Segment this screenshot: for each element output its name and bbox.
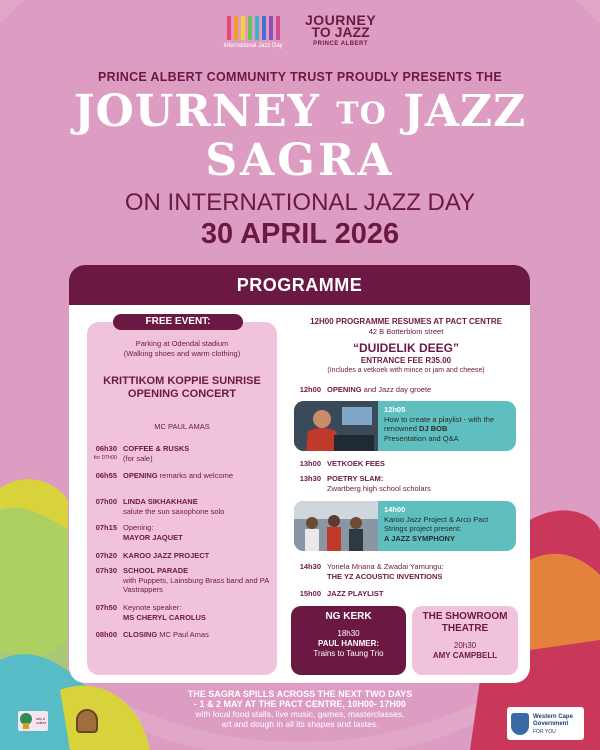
title-sagra: SAGRA: [205, 135, 395, 186]
wcg-for-you: FOR YOU: [533, 729, 556, 735]
schedule-row-yonela: [291, 562, 521, 581]
row-time: 06h55: [95, 471, 117, 480]
jtj-logo-line2: TO JAZZ: [311, 24, 370, 40]
playlist-desc: How to create a playlist - with the renowned DJ BOB: [384, 414, 495, 433]
jazz-day-bar: [255, 16, 259, 40]
fee-includes: (Includes a vetkoek with mince or jam and cheese): [327, 367, 485, 374]
row-time: 12h00: [299, 385, 321, 394]
international-jazz-day-logo: [218, 16, 288, 49]
resume-heading: 12H00 PROGRAMME RESUMES AT PACT CENTRE: [310, 317, 502, 326]
row-desc: CLOSING MC Paul Amas: [123, 630, 209, 639]
jazz-day-bar: [262, 16, 266, 40]
row-desc: JAZZ PLAYLIST: [327, 589, 384, 598]
ng-kerk-time: 18h30: [337, 629, 360, 638]
showroom-time: 20h30: [453, 641, 477, 650]
header-logos: [0, 14, 600, 62]
subtitle-jazz-day: ON INTERNATIONAL JAZZ DAY: [124, 189, 476, 216]
jazz-day-bar: [241, 16, 245, 40]
ng-kerk-desc: Trains to Taung Trio: [313, 649, 384, 658]
jazz-day-bar: [269, 16, 273, 40]
row-time: 07h00: [95, 497, 117, 506]
ng-kerk-title: NG KERK: [325, 611, 372, 622]
wcg-text: [533, 714, 573, 728]
wcg-crest-icon: [511, 713, 529, 735]
ng-kerk-box: [291, 606, 406, 675]
morning-schedule-row: [87, 471, 275, 481]
footer-line4: art and dough in all its shapes and tastes.: [221, 719, 379, 729]
symphony-box: [294, 501, 516, 551]
symphony-desc: Karoo Jazz Project & Arco Pact Strings project present:: [384, 514, 489, 533]
jazz-day-bars-icon: [218, 16, 288, 40]
showroom-theatre-box: [412, 606, 518, 675]
morning-mc: MC PAUL AMAS: [154, 422, 210, 431]
ng-kerk-artist: PAUL HANMER:: [317, 639, 380, 648]
jtj-logo-line1: JOURNEY: [305, 12, 377, 28]
row-time: 15h00: [299, 589, 321, 598]
title-word-jazz: JAZZ: [403, 86, 527, 137]
playlist-text: [384, 405, 512, 443]
morning-schedule-row: [87, 523, 275, 542]
parking-note: (Walking shoes and warm clothing): [123, 349, 241, 358]
footer-line2: - 1 & 2 MAY AT THE PACT CENTRE, 10H00- 17H00: [194, 699, 406, 709]
jazz-band-photo: [294, 501, 378, 551]
schedule-row-jazz-playlist: [291, 589, 521, 599]
row-time: 06h30 for 07h00: [87, 444, 123, 463]
row-desc: COFFEE & RUSKS (for sale): [123, 444, 190, 463]
dj-photo-image: [294, 401, 378, 451]
symphony-time: 14h00: [384, 505, 406, 514]
morning-schedule-row: [87, 566, 275, 595]
footer-line1: THE SAGRA SPILLS ACROSS THE NEXT TWO DAYS: [187, 689, 413, 699]
row-time: 07h20: [95, 551, 117, 560]
row-desc: POETRY SLAM: Zwartberg high school scholars: [327, 474, 431, 493]
title-word-to: TO: [336, 96, 387, 132]
sa-coat-of-arms-icon: [18, 711, 34, 731]
row-time: 13h30: [299, 474, 321, 483]
entrance-fee: ENTRANCE FEE R35.00: [360, 356, 452, 365]
presents-line: PRINCE ALBERT COMMUNITY TRUST PROUDLY PRESENTS THE: [98, 70, 502, 84]
row-time: 07h50: [95, 603, 117, 612]
event-date: 30 APRIL 2026: [200, 218, 400, 250]
showroom-title: THE SHOWROOM THEATRE: [422, 611, 508, 634]
journey-to-jazz-logo: [305, 14, 376, 50]
row-desc: Yonela Mnana & Zwadai Yamungu: THE YZ ACOUSTIC INVENTIONS: [327, 562, 444, 581]
morning-concert-title: KRITTIKOM KOPPIE SUNRISE OPENING CONCERT: [103, 375, 261, 400]
row-desc: Opening: MAYOR JAQUET: [123, 523, 183, 542]
row-desc: OPENING and Jazz day groete: [327, 385, 432, 394]
row-time: 08h00: [95, 630, 117, 639]
shape-orange-right: [530, 554, 600, 650]
morning-schedule-row: [87, 497, 275, 516]
row-desc: VETKOEK FEES: [327, 459, 385, 468]
row-time: 13h00: [299, 459, 321, 468]
parking-text: Parking at Odendal stadium: [135, 339, 229, 348]
schedule-row-opening: [291, 385, 521, 395]
duidelik-deeg-title: “DUIDELIK DEEG”: [352, 341, 459, 355]
wcg-line2: Government: [533, 721, 569, 727]
row-desc: SCHOOL PARADE with Puppets, Lainsburg Brass band and PA Vastrappers: [123, 566, 269, 594]
morning-schedule-row: [87, 551, 275, 561]
row-time: 14h30: [299, 562, 321, 571]
row-desc: KAROO JAZZ PROJECT: [123, 551, 210, 560]
row-desc: LINDA SIKHAKHANE salute the sun saxophone solo: [123, 497, 225, 516]
programme-heading: PROGRAMME: [69, 265, 530, 305]
title-journey-to-jazz: [0, 88, 600, 139]
parking-info: [87, 339, 277, 359]
morning-schedule-row: [87, 630, 275, 640]
footer-line3: with local food stalls, live music, games, masterclasses,: [195, 709, 405, 719]
programme-card: [69, 265, 530, 683]
playlist-desc2: Presentation and Q&A: [384, 433, 459, 443]
row-time: 07h30: [95, 566, 117, 575]
band-photo-image: [294, 501, 378, 551]
showroom-artist: AMY CAMPBELL: [432, 651, 498, 660]
western-cape-government-logo: [507, 707, 584, 740]
drum-logo-icon: [76, 709, 98, 733]
symphony-text: [384, 505, 512, 543]
morning-schedule-row: [87, 444, 275, 463]
free-event-badge: FREE EVENT:: [113, 314, 243, 330]
symphony-title: A JAZZ SYMPHONY: [384, 533, 455, 543]
jazz-day-bar: [227, 16, 231, 40]
playlist-box: [294, 401, 516, 451]
row-desc: Keynote speaker: MS CHERYL CAROLUS: [123, 603, 206, 622]
dj-bob-photo: [294, 401, 378, 451]
venue-address: 42 B Botterblom street: [368, 327, 444, 336]
row-desc: OPENING remarks and welcome: [123, 471, 234, 480]
morning-schedule-row: [87, 603, 275, 622]
sa-dept-text: arts & culture: [36, 717, 47, 725]
jazz-day-bar: [276, 16, 280, 40]
jazz-day-label: International Jazz Day: [223, 43, 283, 49]
row-time: 07h15: [95, 523, 117, 532]
jazz-day-bar: [248, 16, 252, 40]
playlist-time: 12h05: [384, 405, 406, 414]
jtj-logo-line3: PRINCE ALBERT: [313, 41, 369, 47]
jazz-day-bar: [234, 16, 238, 40]
schedule-row-poetry: [291, 474, 521, 493]
row-time-note: for 07h00: [93, 454, 117, 461]
title-word-journey: JOURNEY: [73, 86, 320, 137]
schedule-row-vetkoek: [291, 459, 521, 469]
wcg-line1: Western Cape: [533, 714, 573, 720]
